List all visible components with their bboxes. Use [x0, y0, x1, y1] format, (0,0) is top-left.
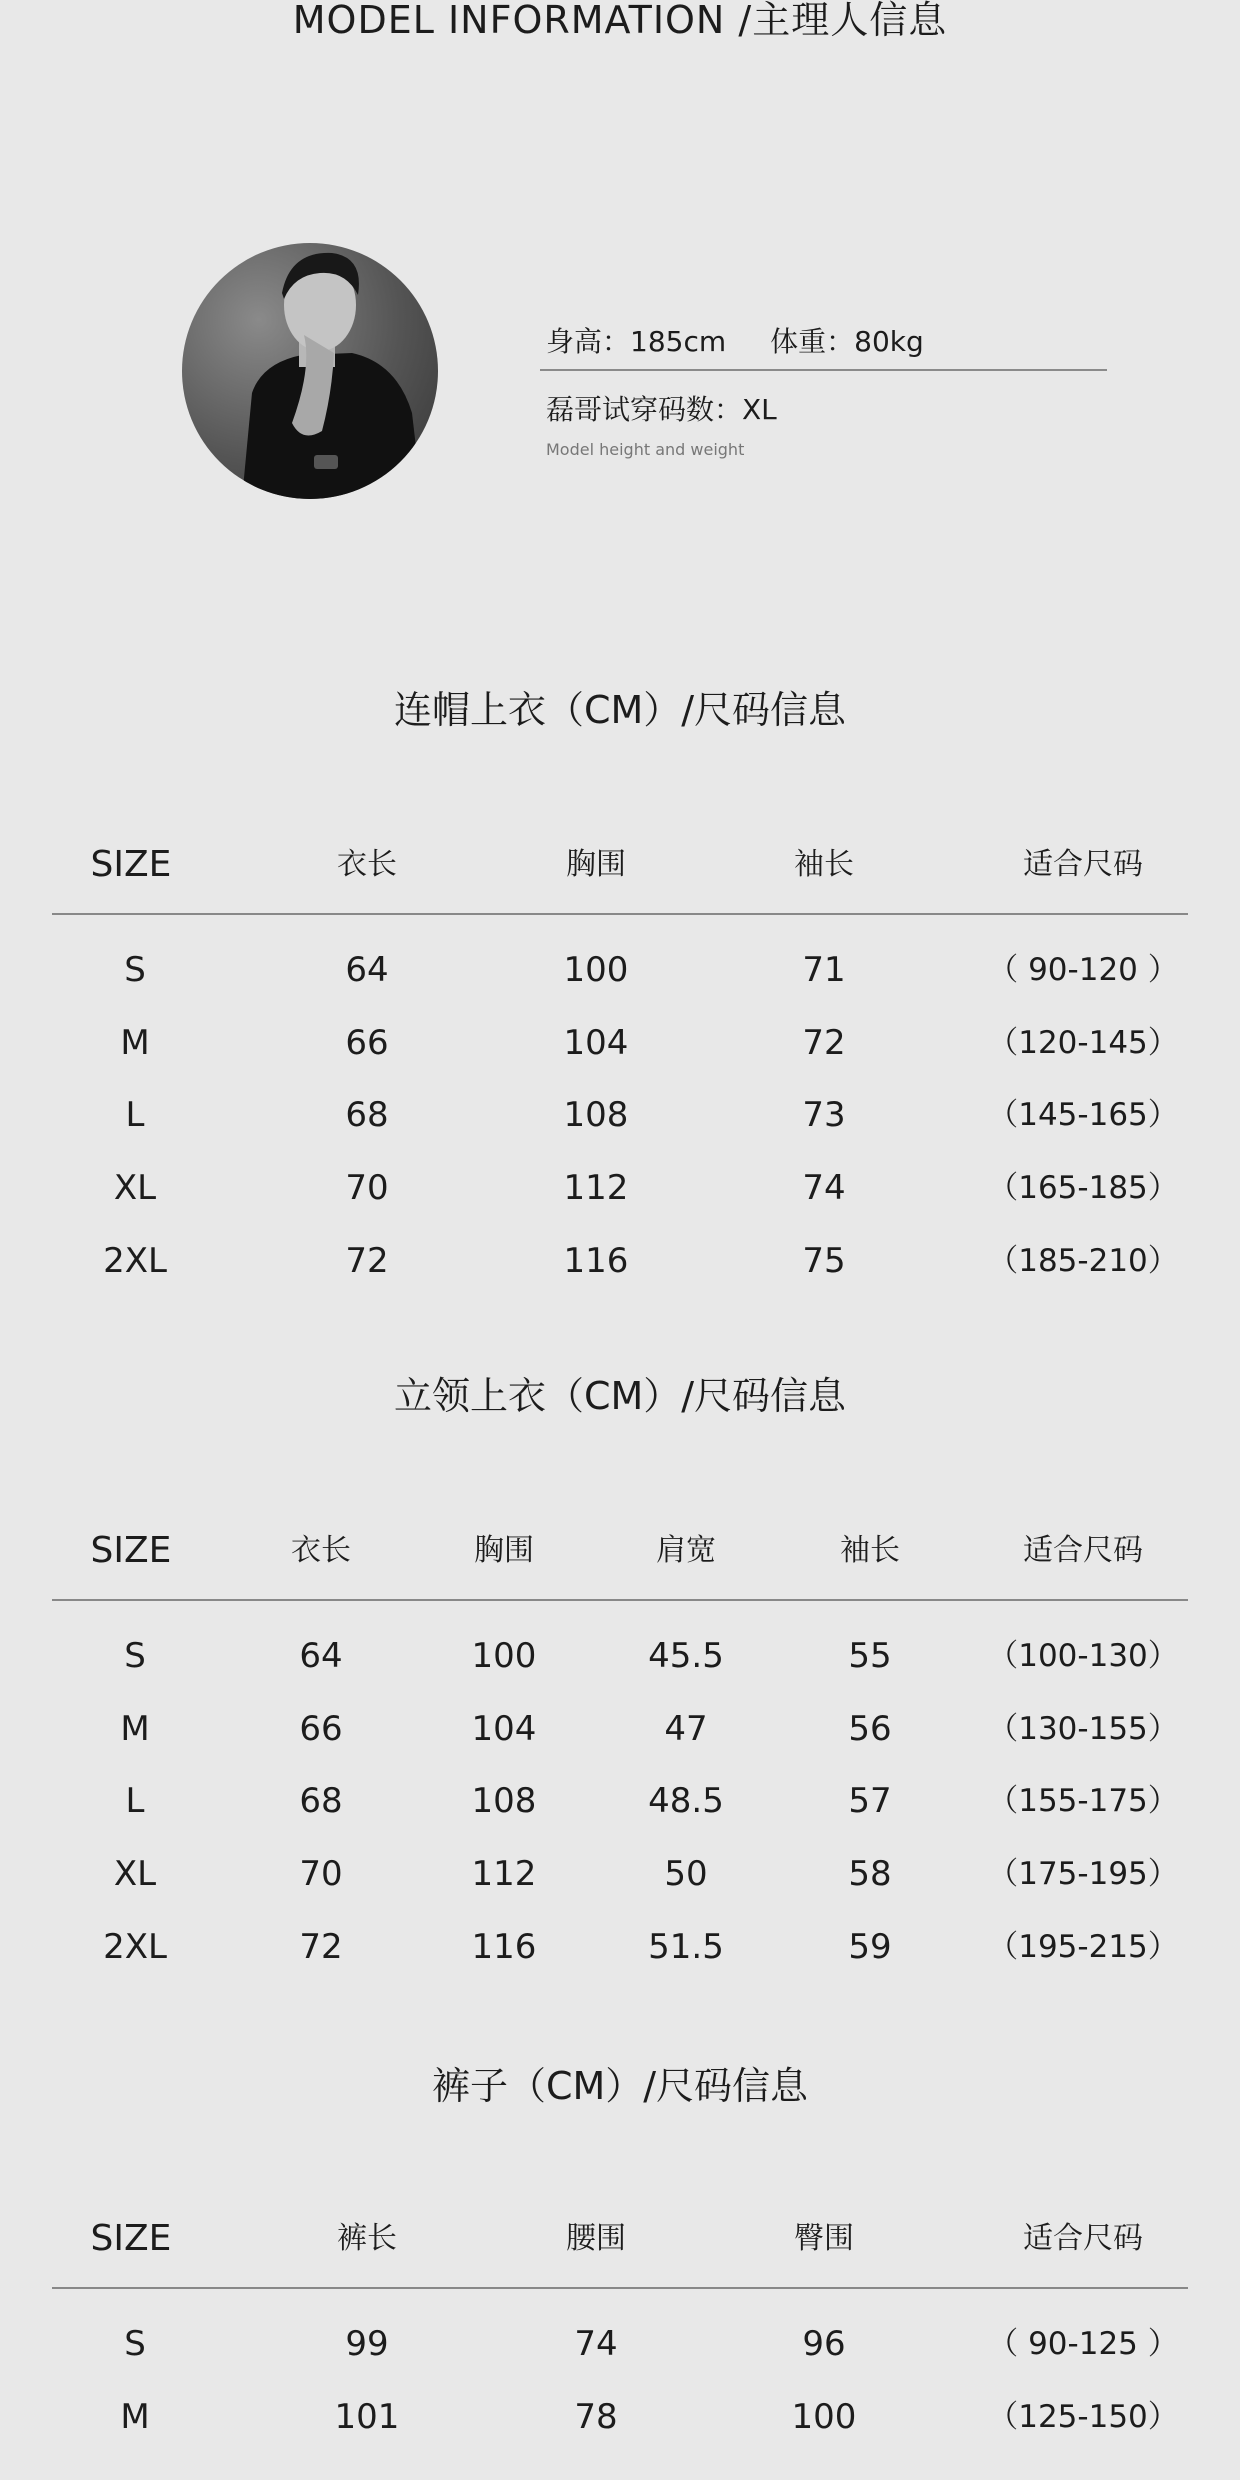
value-cell: 101	[334, 2397, 400, 2437]
size-cell: L	[125, 1781, 145, 1821]
hoodie-header-length: 衣长	[337, 847, 397, 882]
model-trial-size: 磊哥试穿码数：XL	[546, 393, 777, 426]
value-cell: 59	[848, 1927, 892, 1967]
value-cell: 108	[563, 1095, 629, 1135]
pants-header-waist: 腰围	[566, 2221, 626, 2256]
value-cell: 112	[471, 1854, 537, 1894]
hoodie-header-row	[0, 840, 1240, 890]
size-cell: M	[120, 1023, 150, 1063]
value-cell: 50	[664, 1854, 708, 1894]
table-row	[0, 2319, 1240, 2369]
table-row	[0, 1776, 1240, 1826]
size-cell: 2XL	[103, 1927, 167, 1967]
range-cell: （125-150）	[987, 2399, 1179, 2435]
value-cell: 45.5	[648, 1636, 724, 1676]
value-cell: 74	[802, 1168, 846, 1208]
info-divider	[540, 369, 1107, 371]
table-row	[0, 1849, 1240, 1899]
hoodie-divider	[52, 913, 1188, 915]
value-cell: 64	[345, 950, 389, 990]
range-cell: （ 90-125 ）	[987, 2326, 1179, 2362]
table-row	[0, 1922, 1240, 1972]
model-height: 身高：185cm	[546, 325, 727, 358]
size-cell: 2XL	[103, 1241, 167, 1281]
range-cell: （185-210）	[987, 1243, 1179, 1279]
collar-header-size: SIZE	[90, 1530, 172, 1571]
value-cell: 96	[802, 2324, 846, 2364]
model-avatar	[182, 243, 438, 499]
collar-section-title: 立领上衣（CM）/尺码信息	[393, 1374, 847, 1418]
value-cell: 72	[299, 1927, 343, 1967]
range-cell: （155-175）	[987, 1783, 1179, 1819]
value-cell: 51.5	[648, 1927, 724, 1967]
model-stats	[546, 320, 968, 360]
pants-section-title: 裤子（CM）/尺码信息	[431, 2064, 809, 2108]
range-cell: （145-165）	[987, 1097, 1179, 1133]
model-subtitle: Model height and weight	[546, 440, 745, 459]
value-cell: 71	[802, 950, 846, 990]
value-cell: 64	[299, 1636, 343, 1676]
collar-header-chest: 胸围	[474, 1533, 534, 1568]
value-cell: 70	[299, 1854, 343, 1894]
value-cell: 100	[471, 1636, 537, 1676]
value-cell: 104	[563, 1023, 629, 1063]
size-cell: XL	[113, 1168, 157, 1208]
value-cell: 75	[802, 1241, 846, 1281]
size-cell: M	[120, 2397, 150, 2437]
value-cell: 57	[848, 1781, 892, 1821]
value-cell: 47	[664, 1709, 708, 1749]
value-cell: 116	[471, 1927, 537, 1967]
value-cell: 104	[471, 1709, 537, 1749]
value-cell: 100	[563, 950, 629, 990]
hoodie-header-size: SIZE	[90, 844, 172, 885]
value-cell: 72	[802, 1023, 846, 1063]
table-row	[0, 945, 1240, 995]
range-cell: （175-195）	[987, 1856, 1179, 1892]
model-weight: 体重：80kg	[770, 325, 924, 358]
table-row	[0, 1236, 1240, 1286]
range-cell: （100-130）	[987, 1638, 1179, 1674]
model-portrait-icon	[182, 243, 438, 499]
collar-header-length: 衣长	[291, 1533, 351, 1568]
value-cell: 70	[345, 1168, 389, 1208]
collar-header-shoulder: 肩宽	[656, 1533, 716, 1568]
value-cell: 78	[574, 2397, 618, 2437]
collar-header-sleeve: 袖长	[840, 1533, 900, 1568]
collar-header-fit: 适合尺码	[1023, 1533, 1143, 1568]
value-cell: 108	[471, 1781, 537, 1821]
value-cell: 58	[848, 1854, 892, 1894]
value-cell: 68	[299, 1781, 343, 1821]
hoodie-header-fit: 适合尺码	[1023, 847, 1143, 882]
table-row	[0, 1631, 1240, 1681]
range-cell: （195-215）	[987, 1929, 1179, 1965]
hoodie-header-chest: 胸围	[566, 847, 626, 882]
value-cell: 56	[848, 1709, 892, 1749]
size-cell: M	[120, 1709, 150, 1749]
range-cell: （130-155）	[987, 1711, 1179, 1747]
table-row	[0, 1018, 1240, 1068]
value-cell: 66	[299, 1709, 343, 1749]
table-row	[0, 1090, 1240, 1140]
value-cell: 68	[345, 1095, 389, 1135]
pants-divider	[52, 2287, 1188, 2289]
pants-header-fit: 适合尺码	[1023, 2221, 1143, 2256]
pants-header-row	[0, 2214, 1240, 2264]
value-cell: 99	[345, 2324, 389, 2364]
collar-header-row	[0, 1526, 1240, 1576]
range-cell: （ 90-120 ）	[987, 952, 1179, 988]
range-cell: （120-145）	[987, 1025, 1179, 1061]
pants-header-size: SIZE	[90, 2218, 172, 2259]
value-cell: 66	[345, 1023, 389, 1063]
size-cell: XL	[113, 1854, 157, 1894]
table-row	[0, 1704, 1240, 1754]
value-cell: 73	[802, 1095, 846, 1135]
value-cell: 100	[791, 2397, 857, 2437]
size-cell: S	[124, 1636, 146, 1676]
page-title: MODEL INFORMATION /主理人信息	[292, 0, 948, 42]
size-cell: S	[124, 950, 146, 990]
range-cell: （165-185）	[987, 1170, 1179, 1206]
pants-header-length: 裤长	[337, 2221, 397, 2256]
hoodie-header-sleeve: 袖长	[794, 847, 854, 882]
hoodie-section-title: 连帽上衣（CM）/尺码信息	[393, 688, 847, 732]
size-cell: L	[125, 1095, 145, 1135]
pants-header-hip: 臀围	[794, 2221, 854, 2256]
collar-divider	[52, 1599, 1188, 1601]
table-row	[0, 2392, 1240, 2442]
value-cell: 112	[563, 1168, 629, 1208]
table-row	[0, 1163, 1240, 1213]
value-cell: 72	[345, 1241, 389, 1281]
value-cell: 55	[848, 1636, 892, 1676]
value-cell: 116	[563, 1241, 629, 1281]
value-cell: 74	[574, 2324, 618, 2364]
value-cell: 48.5	[648, 1781, 724, 1821]
size-cell: S	[124, 2324, 146, 2364]
